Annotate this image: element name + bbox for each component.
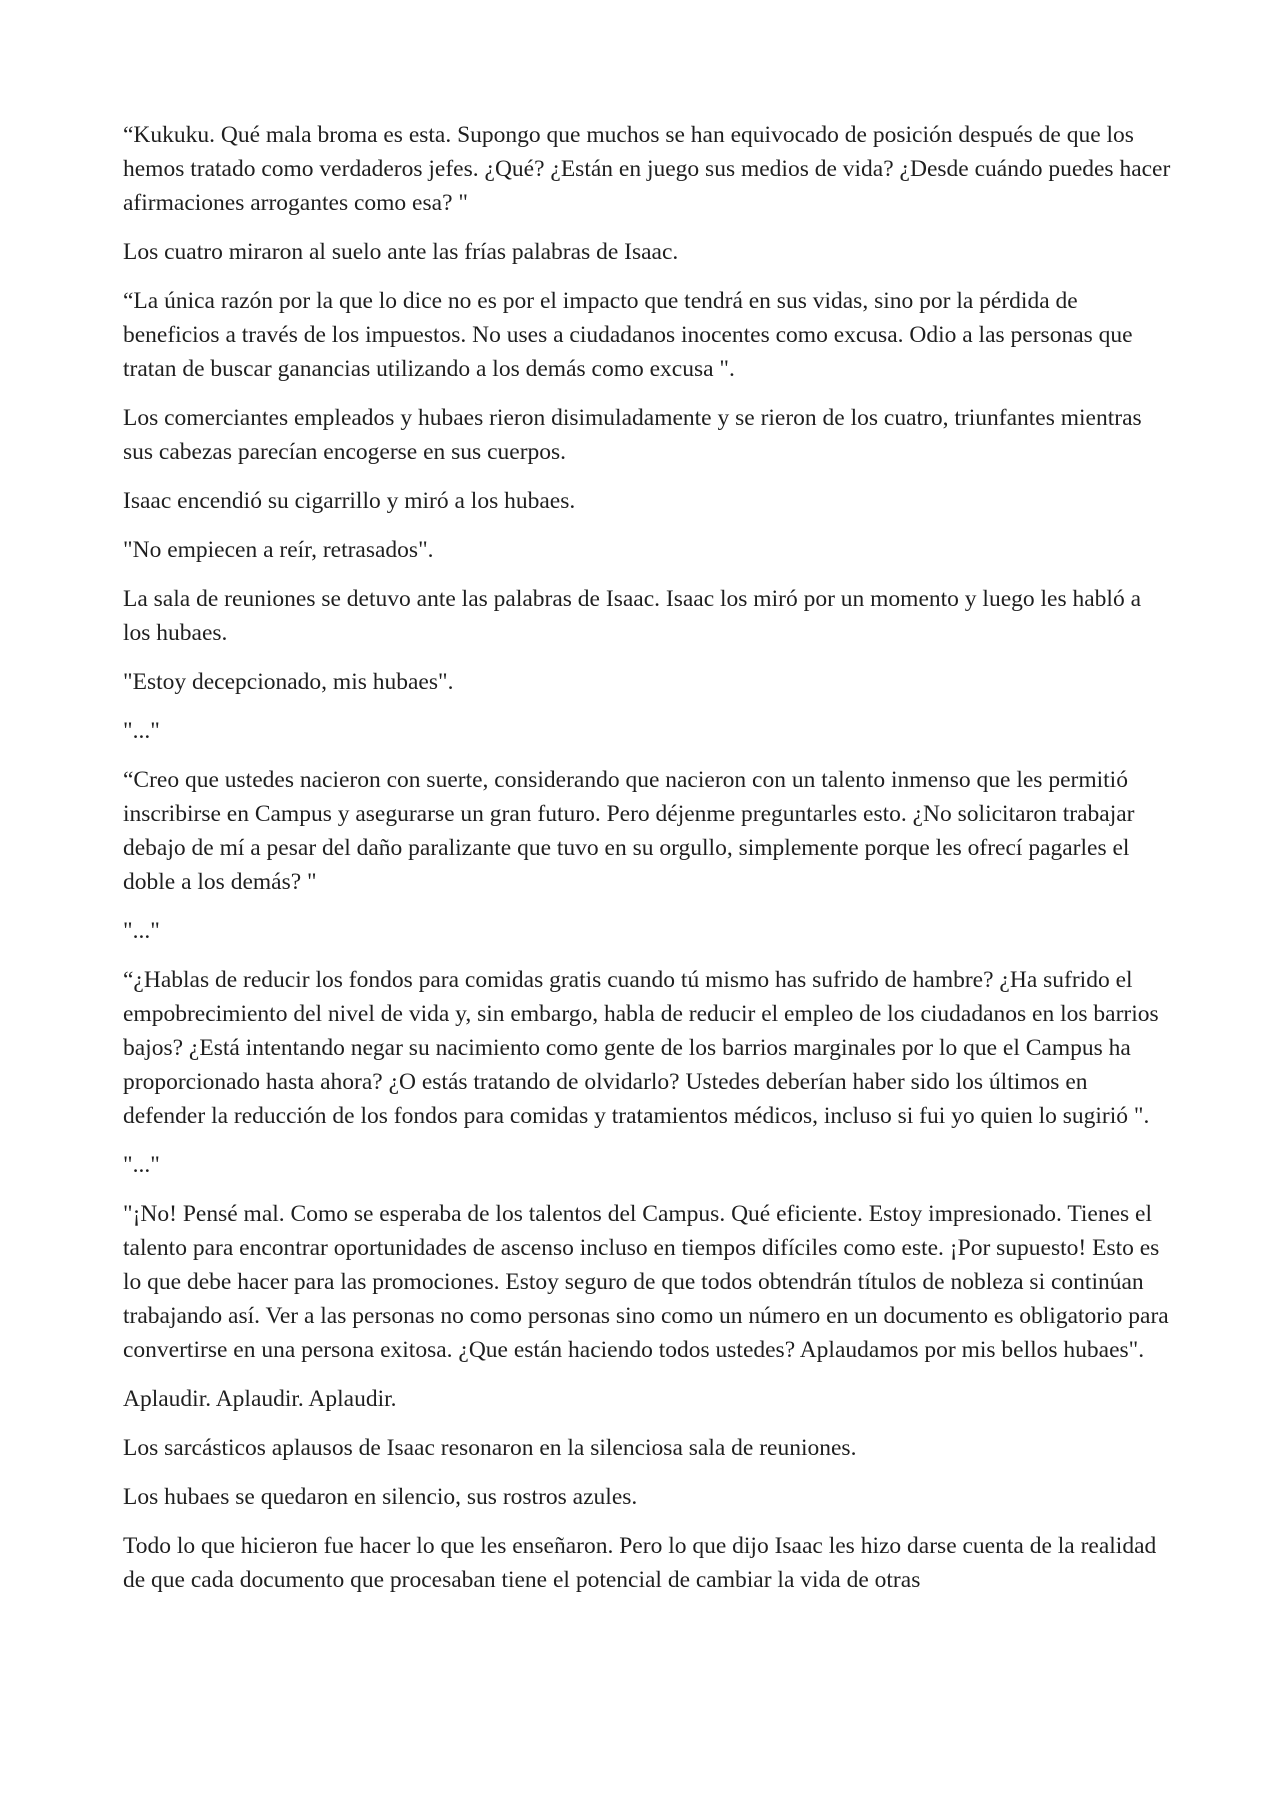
paragraph: “¿Hablas de reducir los fondos para comidas gratis cuando tú mismo has sufrido de hambre? ¿Ha sufrido el empobrecimiento del nivel de vida y, sin embargo, habla de reducir el empleo de los ciudadanos en los barrios bajos? ¿Está intentando negar su nacimiento como gente de los barrios marginales por lo que el Campus ha proporcionado hasta ahora? ¿O estás tratando de olvidarlo? Ustedes deberían haber sido los últimos en defender la reducción de los fondos para comidas y tratamientos médicos, incluso si fui yo quien lo sugirió ".: [123, 967, 1159, 1129]
paragraph: Isaac encendió su cigarrillo y miró a los hubaes.: [123, 488, 576, 514]
paragraph: Todo lo que hicieron fue hacer lo que les enseñaron. Pero lo que dijo Isaac les hizo darse cuenta de la realidad de que cada documento que procesaban tiene el potencial de cambiar la vida de otras: [123, 1533, 1157, 1593]
paragraph: Los cuatro miraron al suelo ante las frías palabras de Isaac.: [123, 239, 679, 265]
paragraph: Los comerciantes empleados y hubaes rieron disimuladamente y se rieron de los cuatro, triunfantes mientras sus cabezas parecían encogerse en sus cuerpos.: [123, 405, 1142, 465]
paragraph: "...": [123, 1152, 160, 1178]
paragraph: "...": [123, 718, 160, 744]
paragraph: "...": [123, 918, 160, 944]
paragraph: Aplaudir. Aplaudir. Aplaudir.: [123, 1386, 397, 1412]
body-text: [123, 118, 1173, 1612]
paragraph: Los hubaes se quedaron en silencio, sus rostros azules.: [123, 1484, 638, 1510]
paragraph: "Estoy decepcionado, mis hubaes".: [123, 669, 454, 695]
paragraph: “Creo que ustedes nacieron con suerte, considerando que nacieron con un talento inmenso que les permitió inscribirse en Campus y asegurarse un gran futuro. Pero déjenme preguntarles esto. ¿No solicitaron trabajar debajo de mí a pesar del daño paralizante que tuvo en su orgullo, simplemente porque les ofrecí pagarles el doble a los demás? ": [123, 767, 1135, 895]
paragraph: “Kukuku. Qué mala broma es esta. Supongo que muchos se han equivocado de posición después de que los hemos tratado como verdaderos jefes. ¿Qué? ¿Están en juego sus medios de vida? ¿Desde cuándo puedes hacer afirmaciones arrogantes como esa? ": [123, 122, 1171, 216]
paragraph: "No empiecen a reír, retrasados".: [123, 537, 434, 563]
paragraph: "¡No! Pensé mal. Como se esperaba de los talentos del Campus. Qué eficiente. Estoy impresionado. Tienes el talento para encontrar oportunidades de ascenso incluso en tiempos difíciles como este. ¡Por supuesto! Esto es lo que debe hacer para las promociones. Estoy seguro de que todos obtendrán títulos de nobleza si continúan trabajando así. Ver a las personas no como personas sino como un número en un documento es obligatorio para convertirse en una persona exitosa. ¿Que están haciendo todos ustedes? Aplaudamos por mis bellos hubaes".: [123, 1201, 1169, 1363]
paragraph: La sala de reuniones se detuvo ante las palabras de Isaac. Isaac los miró por un momento y luego les habló a los hubaes.: [123, 586, 1141, 646]
paragraph: “La única razón por la que lo dice no es por el impacto que tendrá en sus vidas, sino por la pérdida de beneficios a través de los impuestos. No uses a ciudadanos inocentes como excusa. Odio a las personas que tratan de buscar ganancias utilizando a los demás como excusa ".: [123, 288, 1133, 382]
paragraph: Los sarcásticos aplausos de Isaac resonaron en la silenciosa sala de reuniones.: [123, 1435, 857, 1461]
